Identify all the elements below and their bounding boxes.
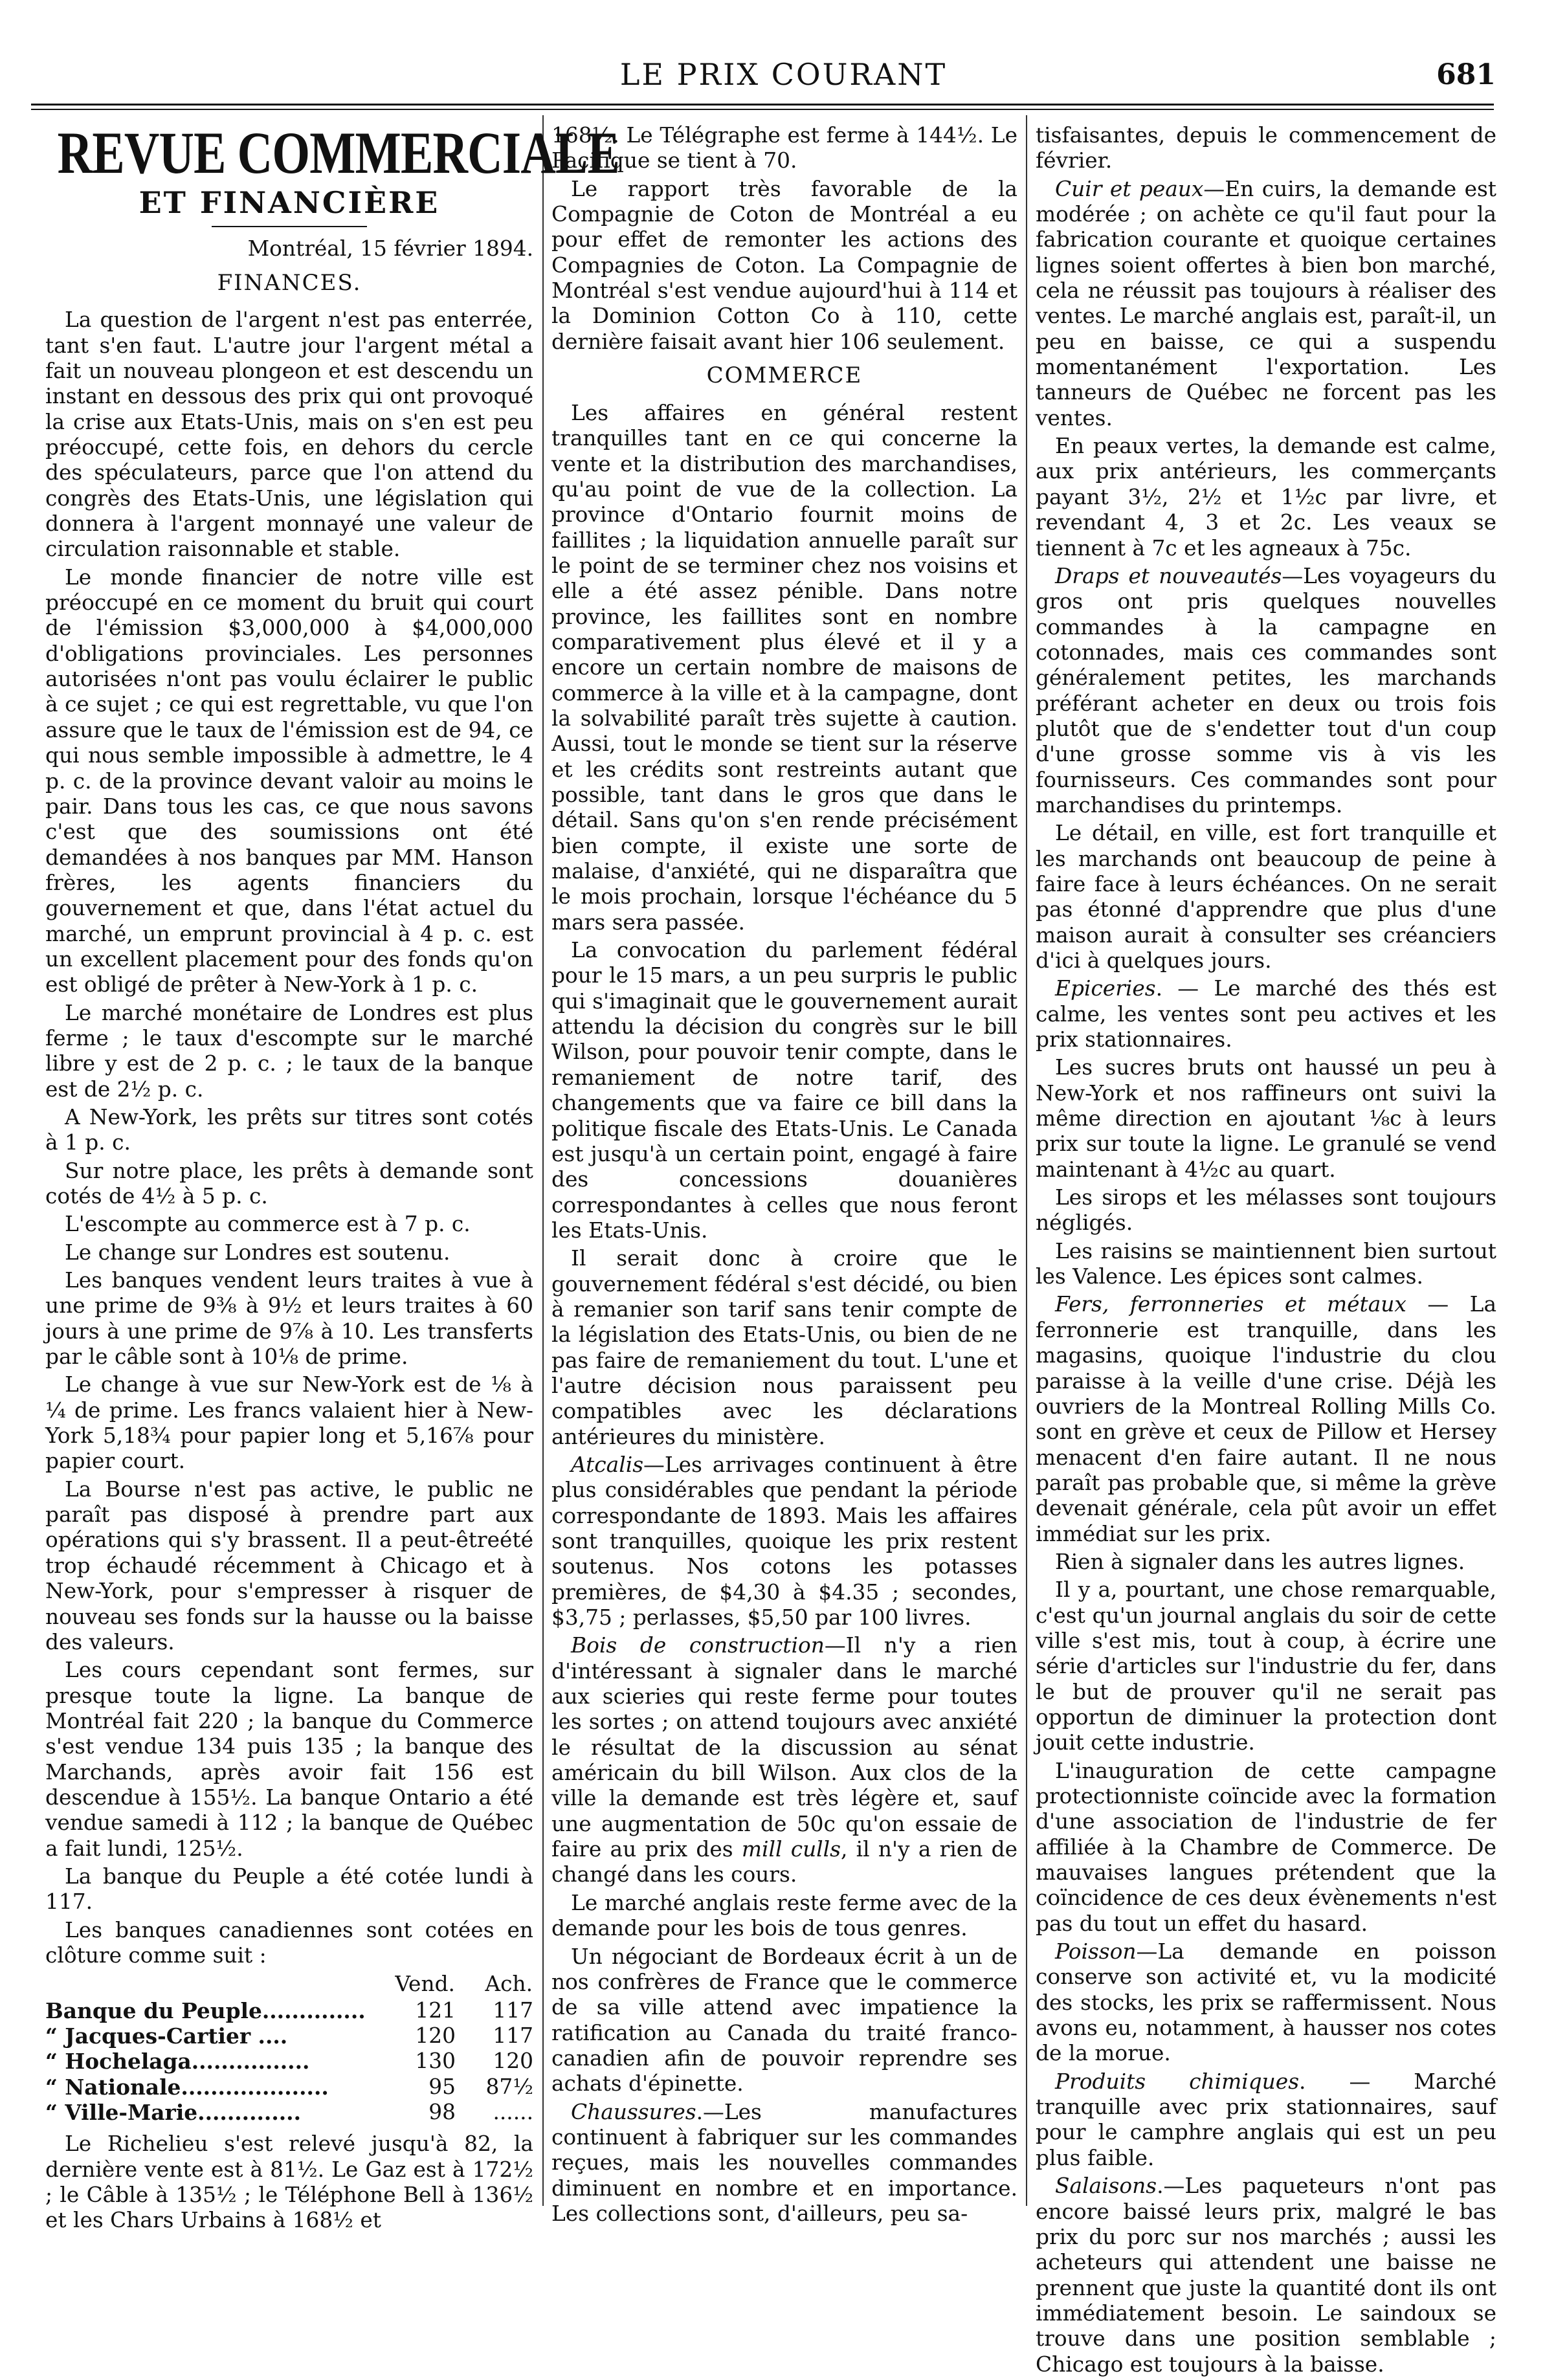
- rubric-cuir: Cuir et peaux: [1055, 176, 1204, 201]
- ach-value: ......: [493, 2100, 533, 2125]
- publication-title: LE PRIX COURANT: [619, 57, 948, 92]
- vend-value: 120: [415, 2023, 456, 2049]
- rubric-draps: Draps et nouveautés: [1055, 563, 1282, 588]
- bank-name: Banque du Peuple..............: [45, 1997, 366, 2023]
- article-paragraph: La question de l'argent n'est pas enterrée, tant s'en faut. L'autre jour l'argent métal a fait un nouveau plongeon et est descendu un instant en dessous des prix qui ont provoqué la crise aux Etats-Unis, mais on s'en est peu préoccupé, cette fois, en dehors du cercle des spéculateurs, parce que l'on attend du congrès des Etats-Unis, une législation qui donnera à l'argent monnayé une valeur de circulation raisonnable et stable.: [45, 307, 533, 562]
- article-paragraph: tisfaisantes, depuis le commencement de février.: [1036, 123, 1496, 173]
- rubric-atcalis: Atcalis: [571, 1452, 644, 1477]
- rubric-fers: Fers, ferronneries et métaux: [1055, 1292, 1406, 1317]
- article-paragraph: [551, 2100, 1017, 2227]
- article-paragraph: [1036, 177, 1496, 431]
- article-paragraph: Les cours cependant sont fermes, sur presque toute la ligne. La banque de Montréal fait 220 ; la banque du Commerce s'est vendue 134 puis 135 ; la banque des Marchands, après avoir fait 156 est descendue à 155½. La banque Ontario a été vendue samedi à 112 ; la banque de Québec a fait lundi, 125½.: [45, 1658, 533, 1861]
- rubric-text: —La demande en poisson conserve son activité et, vu la modicité des stocks, les prix se raffermissent. Nous avons eu, notamment, à hausser nos cotes de la morue.: [1036, 1939, 1496, 2066]
- column-2: [551, 123, 1017, 2229]
- table-row: [45, 2049, 533, 2074]
- ach-value: 120: [493, 2049, 533, 2074]
- bank-name: “ Hochelaga................: [45, 2049, 310, 2074]
- article-paragraph: Sur notre place, les prêts à demande sont cotés de 4½ à 5 p. c.: [45, 1158, 533, 1209]
- dateline: Montréal, 15 février 1894.: [247, 236, 533, 261]
- article-paragraph: Les affaires en général restent tranquilles tant en ce qui concerne la vente et la distribution des marchandises, qu'au point de vue de la collection. La province d'Ontario fournit moins de faillites ; la liquidation annuelle paraît sur le point de se terminer chez nos voisins et elle a été assez pénible. Dans notre province, les faillites sont en nombre comparativement plus élevé et il y a encore un certain nombre de maisons de commerce à la ville et à la campagne, dont la solvabilité paraît très sujette à caution. Aussi, tout le monde se tient sur la réserve et les crédits sont restreints autant que possible, tant dans le gros que dans le détail. Sans qu'on s'en rende précisément bien compte, il existe une sorte de malaise, d'anxiété, qui ne disparaîtra que le mois prochain, lorsque l'échéance du 5 mars sera passée.: [551, 400, 1017, 935]
- article-paragraph: Le marché monétaire de Londres est plus ferme ; le taux d'escompte sur le marché libre y est de 2 p. c. ; le taux de la banque est de 2½ p. c.: [45, 1000, 533, 1102]
- ach-value: 117: [493, 2023, 533, 2049]
- vend-value: 130: [415, 2049, 456, 2074]
- rubric-text: — La ferronnerie est tranquille, dans les magasins, quoique l'industrie du clou paraisse à la veille d'une crise. Déjà les ouvriers de la Montreal Rolling Mills Co. sont en grève et ceux de Pillow et Hersey menacent d'en faire autant. Il ne nous paraît pas probable que, si même la grève devenait générale, cela pût avoir un effet immédiat sur les prix.: [1036, 1292, 1496, 1546]
- article-paragraph: La convocation du parlement fédéral pour le 15 mars, a un peu surpris le public qui s'imaginait que le gouvernement aurait attendu la décision du congrès sur le bill Wilson, pour pouvoir tenir compte, dans le remaniement de notre tarif, des changements que va faire ce bill dans la politique fiscale des Etats-Unis. Le Canada est jusqu'à un certain point, engagé à faire des concessions douanières correspondantes à celles que nous feront les Etats-Unis.: [551, 938, 1017, 1243]
- bank-name: “ Jacques-Cartier ....: [45, 2023, 288, 2049]
- rubric-produits: Produits chimiques: [1055, 2069, 1300, 2094]
- article-paragraph: Un négociant de Bordeaux écrit à un de nos confrères de France que le commerce de sa ville attend avec impatience la ratification au Canada du traité franco-canadien afin de pouvoir reprendre ses achats d'épinette.: [551, 1944, 1017, 2096]
- masthead: [45, 120, 619, 227]
- article-paragraph: Les banques canadiennes sont cotées en clôture comme suit :: [45, 1917, 533, 1968]
- header-rule: [31, 104, 1494, 106]
- masthead-subtitle: ET FINANCIÈRE: [139, 185, 440, 220]
- rubric-text: —Il n'y a rien d'intéressant à signaler dans le marché aux scieries qui reste ferme pour toutes les sortes ; on attend toujours avec anxiété le résultat de la discussion au sénat américain du bill Wilson. Aux clos de la ville la demande est très légère et, sauf une augmentation de 50c qu'on essaie de faire au prix des: [551, 1633, 1018, 1862]
- article-paragraph: Le change sur Londres est soutenu.: [65, 1240, 450, 1265]
- rubric-text: . — Le marché des thés est calme, les ventes sont peu actives et les prix stationnaires.: [1036, 976, 1496, 1052]
- running-head: [0, 57, 1567, 96]
- rubric-text: —Les arrivages continuent à être plus considérables que pendant la période correspondante de 1893. Mais les affaires sont tranquilles, quoique les prix restent soutenus. Nos cotons les potasses premières, de $4,30 à $4.35 ; secondes, $3,75 ; perlasses, $5,50 par 100 livres.: [551, 1452, 1017, 1630]
- article-paragraph: [551, 1633, 1017, 1887]
- article-paragraph: Il serait donc à croire que le gouvernement fédéral s'est décidé, ou bien à remanier son tarif sans tenir compte de la législation des Etats-Unis, ou bien de ne pas faire de remaniement du tout. L'une et l'autre décision nous paraissent peu compatibles avec les déclarations antérieures du ministère.: [551, 1246, 1017, 1449]
- article-paragraph: [1036, 564, 1496, 818]
- table-row: [45, 2100, 533, 2125]
- article-paragraph: [1036, 1292, 1496, 1546]
- bank-quotes-table: [45, 1971, 533, 2125]
- article-paragraph: Le monde financier de notre ville est préoccupé en ce moment du bruit qui court de l'émission $3,000,000 à $4,000,000 d'obligations provinciales. Les personnes autorisées n'ont pas voulu éclairer le public à ce sujet ; ce qui est regrettable, vu que l'on assure que le taux de l'émission est de 94, ce qui nous semble impossible à admettre, le 4 p. c. de la province devant valoir au moins le pair. Dans tous les cas, ce que nous savons c'est que des soumissions ont été demandées à nos banques par MM. Hanson frères, les agents financiers du gouvernement et que, dans l'état actuel du marché, un emprunt provincial à 4 p. c. est un excellent placement pour des fonds qu'on est obligé de prêter à New-York à 1 p. c.: [45, 564, 533, 997]
- article-paragraph: L'escompte au commerce est à 7 p. c.: [65, 1212, 471, 1237]
- article-paragraph: La banque du Peuple a été cotée lundi à 117.: [45, 1863, 533, 1915]
- ach-value: 87½: [485, 2074, 533, 2099]
- article-paragraph: Le marché anglais reste ferme avec de la demande pour les bois de tous genres.: [551, 1890, 1017, 1941]
- table-row: [45, 1998, 533, 2023]
- bank-name: “ Nationale....................: [45, 2074, 329, 2100]
- article-paragraph: [1036, 1939, 1496, 2067]
- column-divider-2: [1026, 115, 1027, 2206]
- article-paragraph: L'inauguration de cette campagne protectionniste coïncide avec la formation d'une association de l'industrie de fer affiliée à la Chambre de Commerce. De mauvaises langues prétendent que la coïncidence de ces deux évènements n'est pas du tout un effet du hasard.: [1036, 1758, 1496, 1936]
- rubric-bois: Bois de construction: [571, 1633, 825, 1658]
- article-paragraph: Rien à signaler dans les autres lignes.: [1055, 1549, 1465, 1574]
- vend-value: 121: [415, 1997, 456, 2023]
- article-paragraph: [1036, 2069, 1496, 2171]
- article-paragraph: Le détail, en ville, est fort tranquille et les marchands ont beaucoup de peine à faire face à leurs échéances. On ne serait pas étonné d'apprendre que plus d'une maison aurait à consulter ses créanciers d'ici à quelques jours.: [1036, 821, 1496, 973]
- table-header-row: [45, 1971, 533, 1997]
- article-paragraph: [551, 1452, 1017, 1630]
- rubric-text: .—Les paqueteurs n'ont pas encore baissé leurs prix, malgré le bas prix du porc sur nos marchés ; aussi les acheteurs qui attendent une baisse ne prennent que juste la quantité dont ils ont immédiatement besoin. Le saindoux se trouve dans une position semblable ; Chicago est toujours à la baisse.: [1036, 2174, 1496, 2377]
- article-paragraph: La Bourse n'est pas active, le public ne paraît pas disposé à prendre part aux opérations qui s'y brassent. Il a peut-êtreété trop échaudé récemment à Chicago et à New-York, pour s'empresser à risquer de nouveau ses fonds sur la hausse ou la baisse des valeurs.: [45, 1476, 533, 1654]
- article-paragraph: En peaux vertes, la demande est calme, aux prix antérieurs, les commerçants payant 3½, 2½ et 1½c par livre, et revendant 4, 3 et 2c. Les veaux se tiennent à 7c et les agneaux à 75c.: [1036, 434, 1496, 561]
- rubric-text: —Les voyageurs du gros ont pris quelques nouvelles commandes à la campagne en cotonnades, mais ces commandes sont généralement petites, les marchands préférant acheter en deux ou trois fois plutôt que de s'endetter tout d'un coup d'une grosse somme vis à vis les fournisseurs. Ces commandes sont pour marchandises du printemps.: [1036, 563, 1496, 817]
- section-heading-finances: FINANCES.: [217, 269, 362, 296]
- article-paragraph: Les sirops et les mélasses sont toujours négligés.: [1036, 1185, 1496, 1236]
- vend-value: 98: [428, 2100, 456, 2125]
- article-paragraph: Le Richelieu s'est relevé jusqu'à 82, la dernière vente est à 81½. Le Gaz est à 172½ ; le Câble à 135½ ; le Téléphone Bell à 136½ et les Chars Urbains à 168½ et: [45, 2131, 533, 2233]
- bank-name: “ Ville-Marie..............: [45, 2100, 302, 2126]
- article-paragraph: [1036, 2174, 1496, 2377]
- article-paragraph: Il y a, pourtant, une chose remarquable, c'est qu'un journal anglais du soir de cette ville s'est mis, tout à coup, à écrire une série d'articles sur l'industrie du fer, dans le but de prouver qu'il ne serait pas opportun de diminuer la protection dont jouit cette industrie.: [1036, 1577, 1496, 1755]
- article-paragraph: Le rapport très favorable de la Compagnie de Coton de Montréal a eu pour effet de remonter les actions des Compagnies de Coton. La Compagnie de Montréal s'est vendue aujourd'hui à 114 et la Dominion Cotton Co à 110, cette dernière faisait avant hier 106 seulement.: [551, 176, 1017, 354]
- article-paragraph: Les raisins se maintiennent bien surtout les Valence. Les épices sont calmes.: [1036, 1238, 1496, 1289]
- article-paragraph: Le change à vue sur New-York est de ⅛ à ¼ de prime. Les francs valaient hier à New-York 5,18¾ pour papier long et 5,16⅞ pour papier court.: [45, 1372, 533, 1474]
- vend-value: 95: [428, 2074, 456, 2099]
- rubric-text: —En cuirs, la demande est modérée ; on achète ce qu'il faut pour la fabrication courante et quoique certaines lignes soient offertes à bien bon marché, cela ne réussit pas toujours à réaliser des ventes. Le marché anglais est, paraît-il, un peu en baisse, ce qui a suspendu momentanément l'exportation. Les tanneurs de Québec ne forcent pas les ventes.: [1036, 176, 1496, 430]
- rubric-text: .—Les manufactures continuent à fabriquer sur les commandes reçues, mais les nouvelles commandes diminuent en nombre et en importance. Les collections sont, d'ailleurs, peu sa-: [551, 2099, 1017, 2226]
- page-number: 681: [1436, 58, 1496, 91]
- rubric-poisson: Poisson: [1055, 1939, 1137, 1964]
- rubric-chaussures: Chaussures: [571, 2099, 696, 2124]
- article-paragraph: Les banques vendent leurs traites à vue à une prime de 9⅜ à 9½ et leurs traites à 60 jours à une prime de 9⅞ à 10. Les transferts par le câble sont à 10⅛ de prime.: [45, 1268, 533, 1370]
- ach-value: 117: [493, 1997, 533, 2023]
- article-paragraph: A New-York, les prêts sur titres sont cotés à 1 p. c.: [45, 1104, 533, 1155]
- section-heading-commerce: COMMERCE: [706, 362, 863, 389]
- rubric-text: . — Marché tranquille avec prix stationnaires, sauf pour le camphre anglais qui est un peu plus faible.: [1036, 2069, 1496, 2170]
- table-row: [45, 2074, 533, 2100]
- column-header-ach: Ach.: [485, 1972, 533, 1997]
- column-header-vend: Vend.: [395, 1972, 455, 1997]
- article-paragraph: [1036, 976, 1496, 1052]
- column-divider-1: [542, 115, 544, 2206]
- header-rule-secondary: [31, 109, 1494, 110]
- masthead-title: REVUE COMMERCIALE: [57, 120, 619, 186]
- article-paragraph: Les sucres bruts ont haussé un peu à New-York et nos raffineurs ont suivi la même direction en ajoutant ⅛c à leurs prix sur toute la ligne. Le granulé se vend maintenant à 4½c au quart.: [1036, 1055, 1496, 1182]
- mill-culls-term: mill culls: [741, 1837, 841, 1862]
- masthead-rule: [212, 226, 367, 227]
- column-3: [1036, 123, 1496, 2380]
- rubric-salaisons: Salaisons: [1055, 2174, 1157, 2199]
- article-paragraph: 168½. Le Télégraphe est ferme à 144½. Le Pacifique se tient à 70.: [551, 123, 1017, 173]
- table-row: [45, 2023, 533, 2049]
- rubric-epiceries: Epiceries: [1055, 976, 1156, 1001]
- rubric-text: , il n'y a rien de changé dans les cours.: [551, 1837, 1017, 1887]
